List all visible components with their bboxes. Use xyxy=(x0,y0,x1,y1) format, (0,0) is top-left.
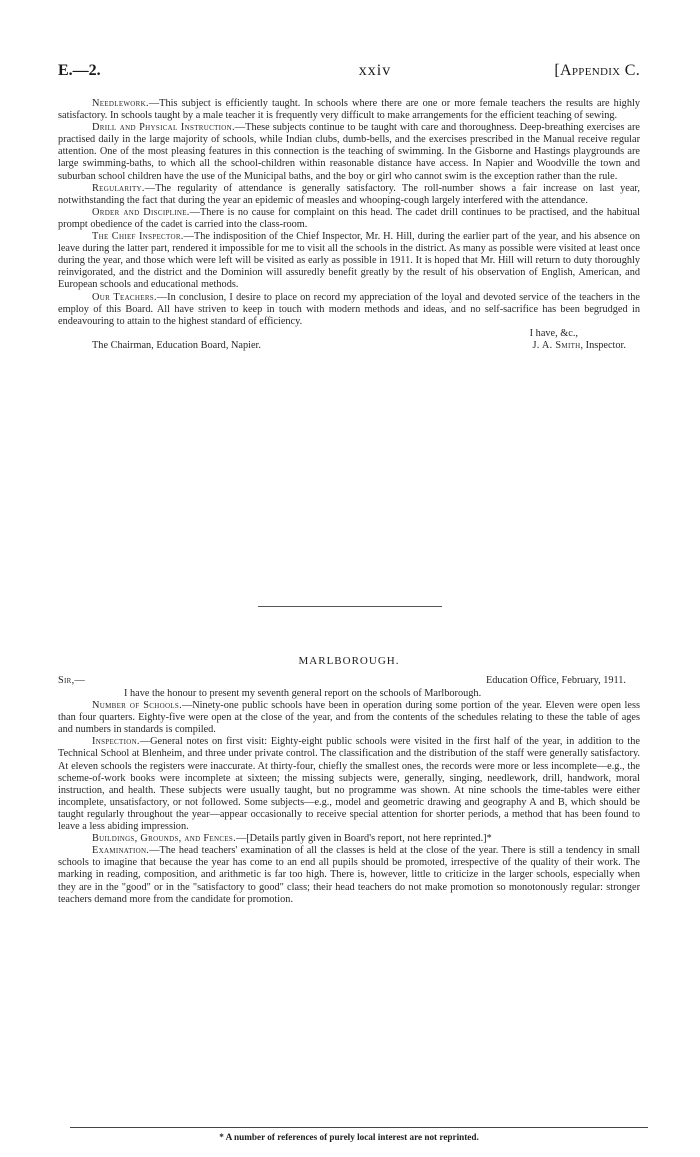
paragraph-number-of-schools xyxy=(58,700,640,736)
paragraph-heading: Order and Discipline. xyxy=(92,206,190,218)
paragraph-text: —Ninety-one public schools have been in operation during some portion of the year. Eleven were open less than four quarters. Eighty-five were open at the close of the year, and from the contents of the schedules relating to these the table of ages and numbers in standards is compiled. xyxy=(58,700,640,736)
paragraph-heading: Inspection. xyxy=(92,736,140,748)
paragraph-text: —These subjects continue to be taught with care and thoroughness. Deep-breathing exercises are practised daily in the large majority of schools, while Indian clubs, dumb-bells, and the exercises prescribed in the Manual receive regular attention. One of the most pleasing features in this connection is the teaching of swimming. In the Gisborne and Hastings playgrounds are large swimming-baths, to which all the school-children within reasonable distance have access. In Napier and Woodville the town and suburban school children have the use of the Municipal baths, and the boy or girl who cannot swim is the exception rather than the rule. xyxy=(58,122,640,182)
section-divider xyxy=(258,606,442,607)
paragraph-chief-inspector xyxy=(58,231,640,291)
signature xyxy=(532,340,626,352)
signature-name: J. A. Smith xyxy=(532,339,581,351)
paragraph-intro: I have the honour to present my seventh general report on the schools of Marlborough. xyxy=(124,688,482,699)
paragraph-text: —General notes on first visit: Eighty-eight public schools were visited in the first half of the year, in addition to the Technical School at Blenheim, and three under private control. The classification and the distribution of the staff were generally satisfactory. At eleven schools the registers were inaccurate. At thirty-four, chiefly the smallest ones, the records were more or less incomplete—e.g., the scheme-of-work books were incomplete at sixteen; the missing subjects were, generally, singing, needlework, drill, handwork, moral instruction, and health. These subjects were usually taught, but no programme was shown. At nine schools the time-tables were either incomplete, unsatisfactory, or not followed. Some subjects—e.g., model and geometric drawing and geography A and B, which should be taught regularly throughout the year—appear occasionally to receive special attention for shorter periods, a method that has been found to leave a less abiding impression. xyxy=(58,736,640,833)
salutation-row xyxy=(58,674,640,688)
page-header xyxy=(58,62,640,86)
paragraph-text: —The indisposition of the Chief Inspector, Mr. H. Hill, during the earlier part of the year, and his absence on leave during the latter part, rendered it impossible for me to visit all the schools in the district. As many as possible were visited at least once during the year, and those which were left will be visited as early as possible in 1911. It is hoped that Mr. Hill will return to duty thoroughly reinvigorated, and the district and the Dominion will assuredly benefit greatly by the result of his observation of English, American, and European schools and educational methods. xyxy=(58,231,640,291)
footnote: * A number of references of purely local interest are not reprinted. xyxy=(219,1132,479,1142)
marlborough-report xyxy=(58,674,640,906)
paragraph-heading: Buildings, Grounds, and Fences. xyxy=(92,833,236,845)
paragraph-regularity xyxy=(58,183,640,207)
header-reference: E.—2. xyxy=(58,62,101,79)
paragraph-heading: Examination. xyxy=(92,845,150,857)
paragraph-heading: Number of Schools. xyxy=(92,700,182,712)
paragraph-examination xyxy=(58,845,640,905)
closing-row xyxy=(58,328,640,340)
paragraph-needlework xyxy=(58,98,640,122)
hawkes-bay-report-conclusion xyxy=(58,98,640,352)
appendix-label: [Appendix C. xyxy=(554,62,640,79)
district-title: MARLBOROUGH. xyxy=(298,655,400,667)
salutation: Sir,— xyxy=(58,675,86,686)
paragraph-drill xyxy=(58,122,640,182)
paragraph-text: —In conclusion, I desire to place on record my appreciation of the loyal and devoted service of the teachers in the employ of this Board. All have striven to keep in touch with modern methods and ideas, and no self-sacrifice has been begrudged in endeavouring to attain to the highest standard of efficiency. xyxy=(58,291,640,327)
paragraph-buildings xyxy=(58,833,640,845)
paragraph-text: —The regularity of attendance is generally satisfactory. The roll-number shows a fair increase on last year, notwithstanding the fact that during the year an epidemic of measles and whooping-cough largely interfered with the attendance. xyxy=(58,182,640,206)
paragraph-heading: Our Teachers. xyxy=(92,291,157,303)
footnote-rule xyxy=(70,1127,648,1128)
paragraph-text: —This subject is efficiently taught. In schools where there are one or more female teachers the results are highly satisfactory. In schools taught by a male teacher it is frequently very difficult to make arrangements for the efficient teaching of sewing. xyxy=(58,98,640,122)
paragraph-heading: Regularity. xyxy=(92,182,145,194)
paragraph-order-discipline xyxy=(58,207,640,231)
paragraph-heading: Needlework. xyxy=(92,98,149,109)
paragraph-text: —There is no cause for complaint on this head. The cadet drill continues to be practised, and the habitual prompt obedience of the cadet is carried into the class-room. xyxy=(58,206,640,230)
addressee: The Chairman, Education Board, Napier. xyxy=(92,339,261,351)
page-number: xxiv xyxy=(358,62,392,79)
paragraph-inspection xyxy=(58,736,640,833)
signature-title: , Inspector. xyxy=(580,339,626,351)
office-date: Education Office, February, 1911. xyxy=(485,675,626,686)
paragraph-heading: Drill and Physical Instruction. xyxy=(92,122,235,134)
paragraph-heading: The Chief Inspector. xyxy=(92,231,184,243)
paragraph-text: —[Details partly given in Board's report, not here reprinted.]* xyxy=(235,833,492,845)
closing-formula: I have, &c., xyxy=(529,327,578,339)
paragraph-our-teachers xyxy=(58,292,640,328)
signature-row xyxy=(58,340,640,352)
paragraph-text: —The head teachers' examination of all the classes is held at the close of the year. There is still a tendency in small schools to imagine that because the year has come to an end all pupils should be promoted, irrespective of the quality of their work. The marking in reading, composition, and arithmetic is far too high. There is, however, little to criticize in the larger schools, especially when they are in the "good" or in the "satisfactory to good" class; their head teachers do not make promotion so monotonously regular: stronger teachers demand more from the candidate for promotion. xyxy=(58,845,640,905)
